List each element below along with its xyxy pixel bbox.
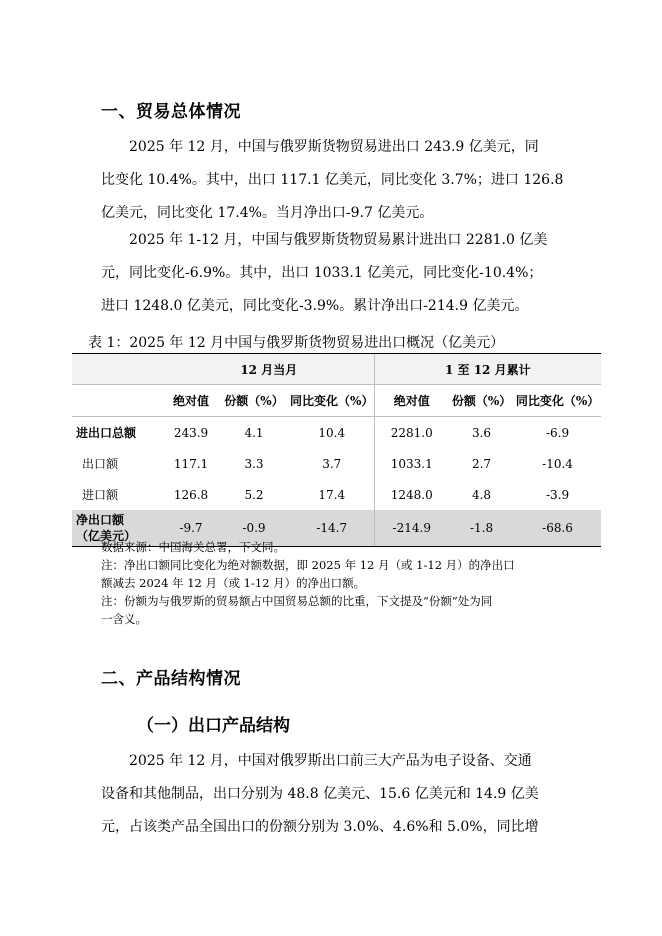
row-label-line: 净出口额 — [76, 513, 125, 527]
column-header: 绝对值 — [164, 385, 218, 417]
table-cell: 3.6 — [471, 425, 492, 440]
row-label: 进口额 — [82, 488, 119, 502]
table-row — [72, 448, 601, 479]
table-cell: 4.1 — [244, 425, 264, 440]
table-cell: 126.8 — [173, 487, 209, 502]
paragraph-line: 进口 1248.0 亿美元，同比变化-3.9%。累计净出口-214.9 亿美元。 — [101, 298, 529, 314]
table-cell: 17.4 — [318, 487, 346, 502]
table-cell: 10.4 — [318, 425, 346, 440]
section-1-title: 一、贸易总体情况 — [101, 102, 241, 122]
group-header-cumulative: 1 至 12 月累计 — [374, 354, 601, 385]
row-label-line: （亿美元） — [76, 529, 137, 543]
paragraph-line: 2025 年 12 月，中国对俄罗斯出口前三大产品为电子设备、交通 — [129, 753, 532, 769]
column-header: 同比变化（%） — [514, 385, 601, 417]
column-header: 份额（%） — [449, 385, 514, 417]
note-line: 一含义。 — [101, 612, 147, 626]
table-group-header-row — [72, 354, 601, 385]
paragraph-line: 2025 年 12 月，中国与俄罗斯货物贸易进出口 243.9 亿美元，同 — [129, 139, 539, 155]
paragraph-line: 元，占该类产品全国出口的份额分别为 3.0%、4.6%和 5.0%，同比增 — [101, 819, 539, 835]
row-label: 出口额 — [82, 457, 119, 471]
table-cell: -214.9 — [374, 510, 449, 547]
table-cell: -9.7 — [164, 510, 218, 547]
section-2-subtitle: （一）出口产品结构 — [137, 716, 290, 736]
table-cell: 2.7 — [471, 456, 492, 471]
section-1-paragraph-2 — [101, 224, 563, 323]
table-cell: 3.7 — [322, 456, 342, 471]
paragraph-line: 2025 年 1-12 月，中国与俄罗斯货物贸易累计进出口 2281.0 亿美 — [129, 232, 548, 248]
table-cell: -1.8 — [449, 510, 514, 547]
table-cell: 4.8 — [471, 487, 492, 502]
table-cell: 1033.1 — [374, 448, 449, 479]
trade-summary-table — [72, 353, 601, 547]
section-2-title: 二、产品结构情况 — [101, 669, 241, 689]
table-cell: -14.7 — [290, 510, 374, 547]
table-cell: 117.1 — [173, 456, 209, 471]
note-line: 注：净出口额同比变化为绝对额数据，即 2025 年 12 月（或 1-12 月）的净出口 — [101, 558, 515, 572]
table-cell: -68.6 — [514, 510, 601, 547]
table-cell: -10.4 — [542, 456, 573, 471]
table-corner-cell — [72, 354, 164, 385]
table-cell: 5.2 — [244, 487, 264, 502]
table-cell: 1248.0 — [374, 479, 449, 510]
note-line: 注：份额为与俄罗斯的贸易额占中国贸易总额的比重，下文提及“份额”处为同 — [101, 594, 493, 608]
column-header: 份额（%） — [218, 385, 290, 417]
row-label: 进出口总额 — [76, 426, 137, 440]
section-1-paragraph-1 — [101, 131, 563, 230]
paragraph-line: 元，同比变化-6.9%。其中，出口 1033.1 亿美元，同比变化-10.4%； — [101, 265, 543, 281]
table-notes — [101, 538, 596, 628]
group-header-month: 12 月当月 — [164, 354, 374, 385]
table-cell: -6.9 — [545, 425, 570, 440]
paragraph-line: 亿美元，同比变化 17.4%。当月净出口-9.7 亿美元。 — [101, 205, 434, 221]
column-header: 绝对值 — [374, 385, 449, 417]
table-caption: 表 1：2025 年 12 月中国与俄罗斯货物贸易进出口概况（亿美元） — [88, 335, 505, 351]
table-cell: -0.9 — [218, 510, 290, 547]
section-2-paragraph-1 — [101, 745, 563, 844]
paragraph-line: 设备和其他制品，出口分别为 48.8 亿美元、15.6 亿美元和 14.9 亿美 — [101, 786, 539, 802]
column-header: 同比变化（%） — [290, 385, 374, 417]
table-header-blank — [72, 385, 164, 417]
table-row — [72, 479, 601, 510]
paragraph-line: 比变化 10.4%。其中，出口 117.1 亿美元，同比变化 3.7%；进口 126.8 — [101, 172, 564, 188]
table-column-header-row — [72, 385, 601, 417]
table-cell: 2281.0 — [374, 417, 449, 449]
note-line: 数据来源：中国海关总署，下文同。 — [101, 540, 285, 554]
table-cell: 243.9 — [173, 425, 209, 440]
table-cell: 3.3 — [244, 456, 264, 471]
table-cell: -3.9 — [545, 487, 570, 502]
table-row — [72, 417, 601, 449]
note-line: 额减去 2024 年 12 月（或 1-12 月）的净出口额。 — [101, 576, 366, 590]
